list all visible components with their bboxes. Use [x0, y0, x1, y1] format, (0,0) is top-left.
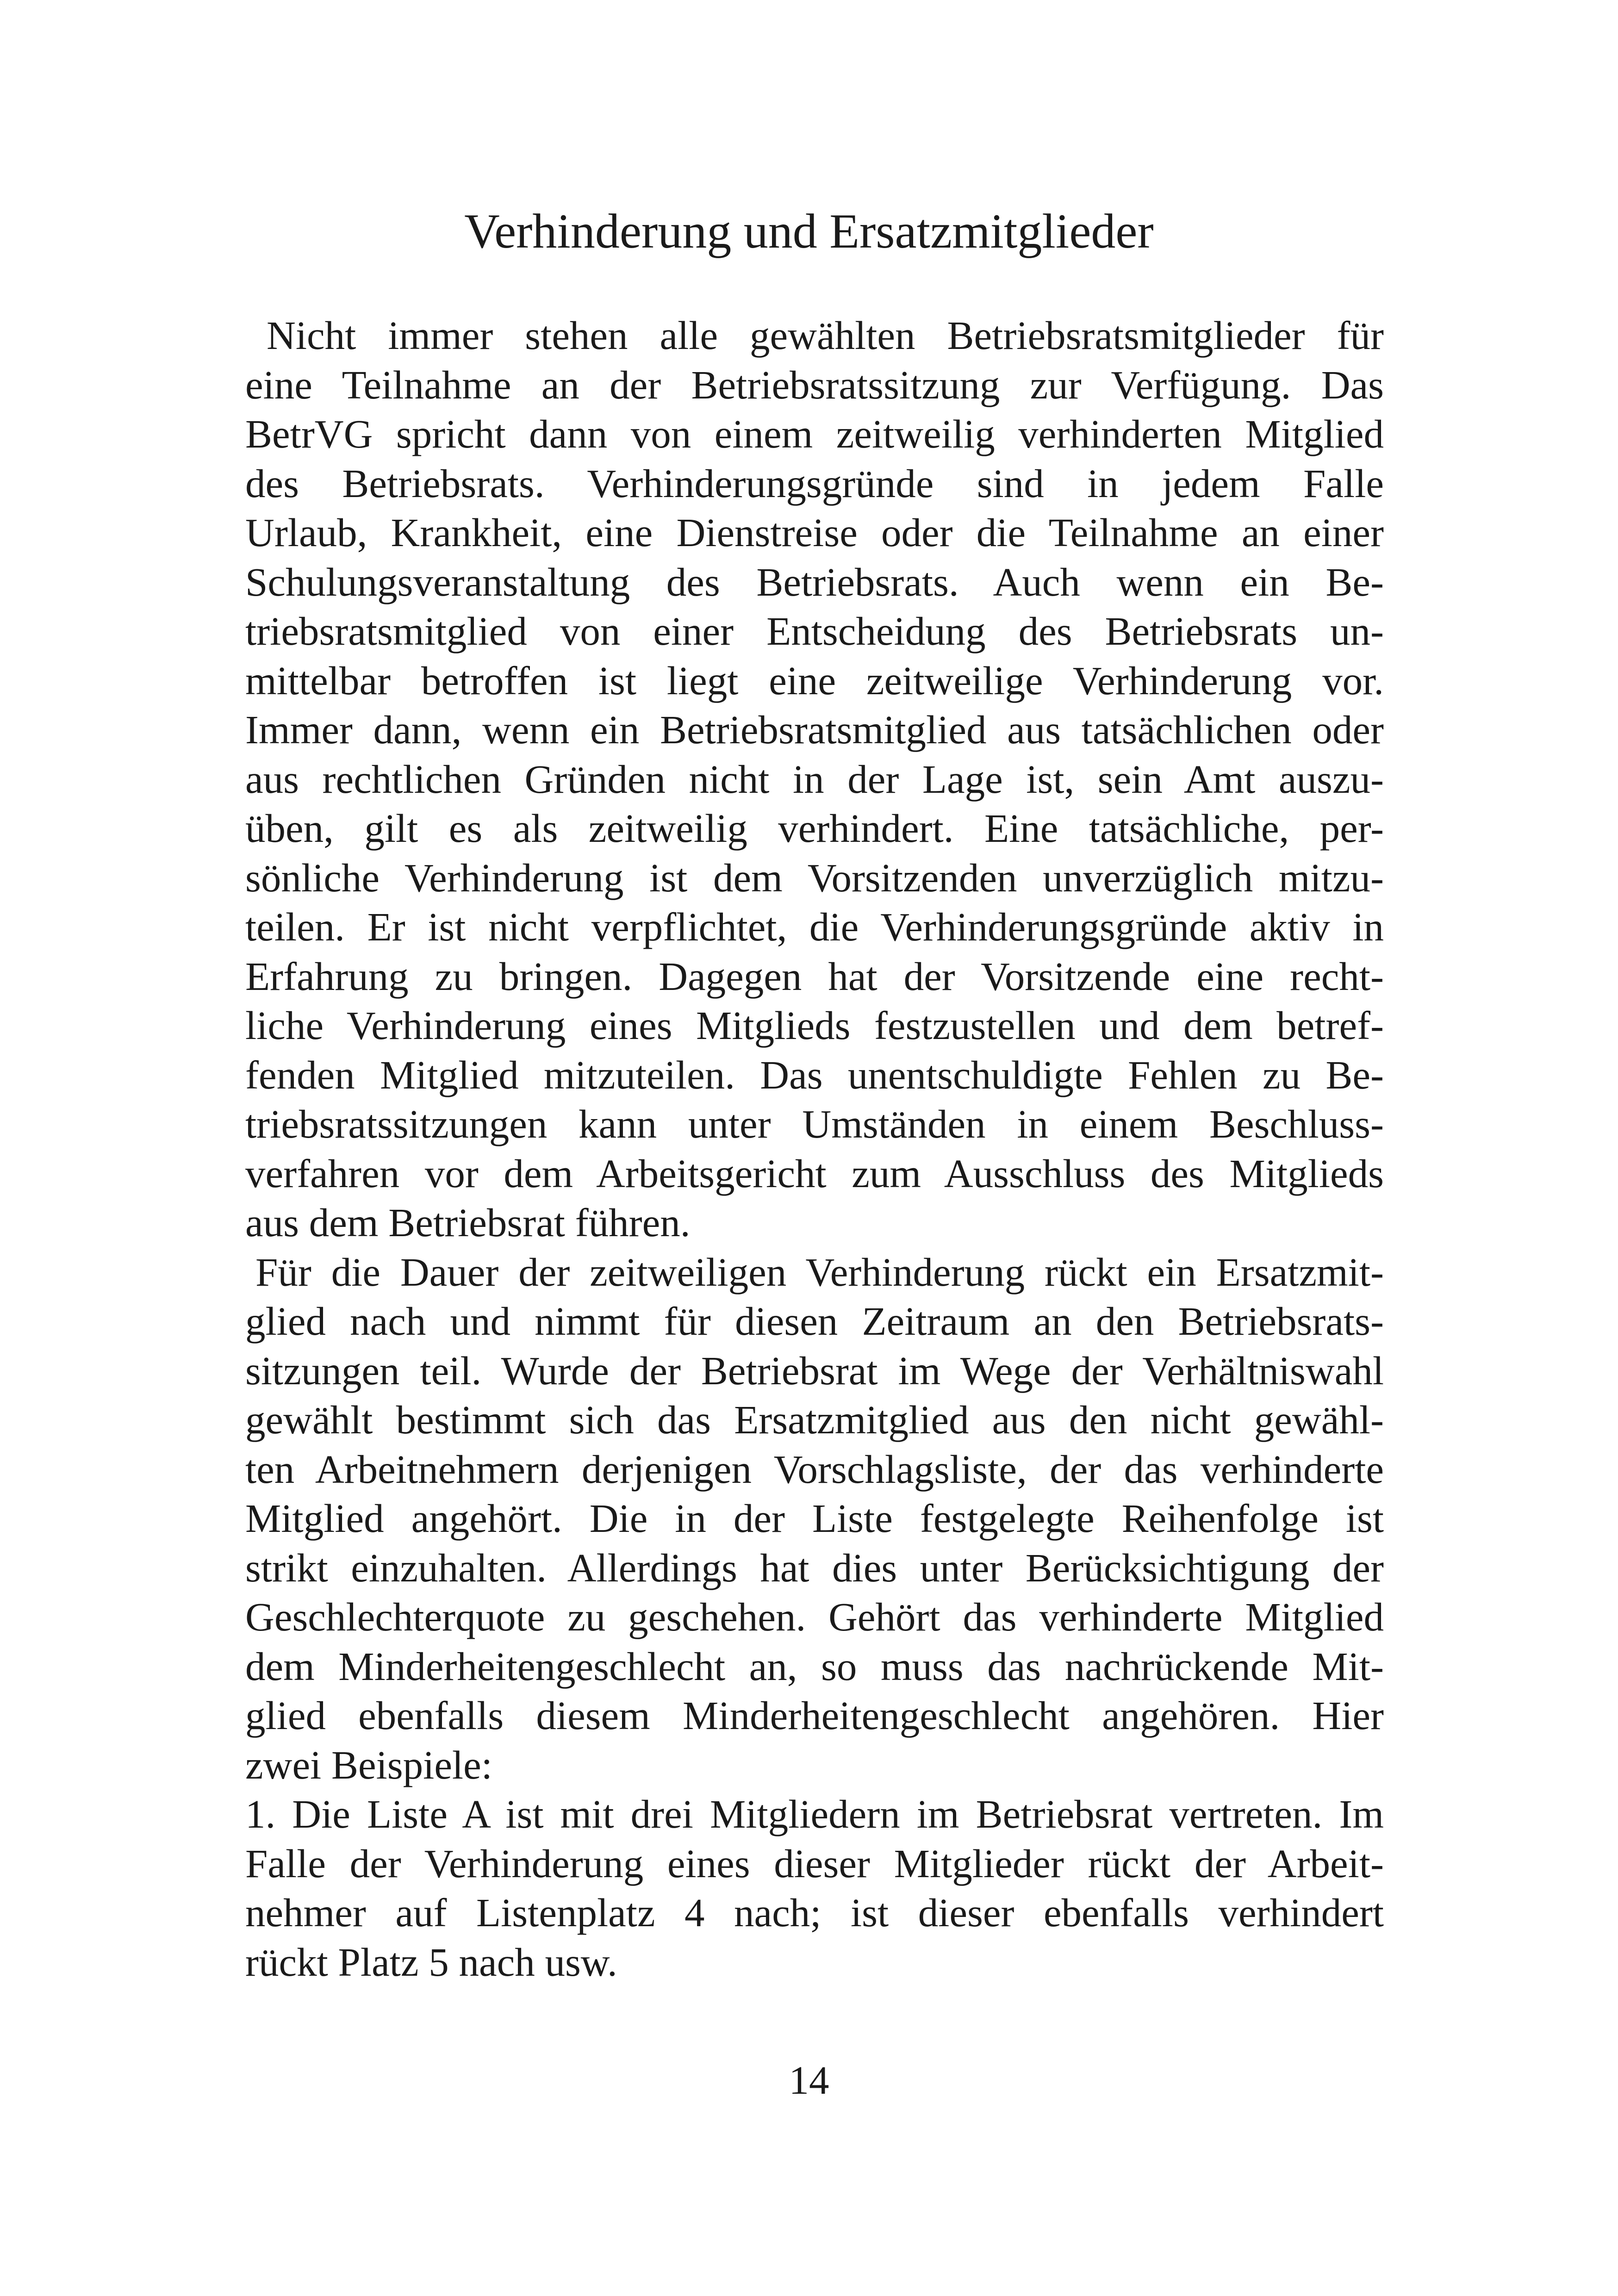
text-line: ten Arbeitnehmern derjenigen Vorschlagsliste, der das verhinderte [245, 1446, 1384, 1492]
text-line: fenden Mitglied mitzuteilen. Das unentschuldigte Fehlen zu Be- [245, 1052, 1384, 1097]
text-line: Geschlechterquote zu geschehen. Gehört das verhinderte Mitglied [245, 1594, 1384, 1639]
text-line: Urlaub, Krankheit, eine Dienstreise oder die Teilnahme an einer [245, 510, 1384, 555]
text-line: 1. Die Liste A ist mit drei Mitgliedern im Betriebsrat vertreten. Im [245, 1792, 1384, 1836]
text-line: Für die Dauer der zeitweiligen Verhinderung rückt ein Ersatzmit- [255, 1249, 1384, 1294]
page-number: 14 [789, 2058, 829, 2103]
paragraph [245, 1248, 1384, 1790]
text-line: strikt einzuhalten. Allerdings hat dies unter Berücksichtigung der [245, 1545, 1384, 1590]
text-line: BetrVG spricht dann von einem zeitweilig verhinderten Mitglied [245, 411, 1384, 456]
text-line: triebsratsmitglied von einer Entscheidung des Betriebsrats un- [245, 609, 1384, 653]
text-line: mittelbar betroffen ist liegt eine zeitweilige Verhinderung vor. [245, 658, 1384, 703]
text-line: dem Minderheitengeschlecht an, so muss das nachrückende Mit- [245, 1643, 1384, 1689]
text-line: Mitglied angehört. Die in der Liste festgelegte Reihenfolge ist [245, 1496, 1384, 1541]
text-line: glied nach und nimmt für diesen Zeitraum an den Betriebsrats- [245, 1299, 1384, 1344]
text-line: aus dem Betriebsrat führen. [245, 1200, 691, 1245]
text-line: zwei Beispiele: [245, 1742, 492, 1787]
text-line: liche Verhinderung eines Mitglieds festzustellen und dem betref- [245, 1003, 1384, 1048]
text-line: eine Teilnahme an der Betriebsratssitzung zur Verfügung. Das [245, 362, 1384, 407]
paragraph [245, 311, 1384, 1248]
text-line: Nicht immer stehen alle gewählten Betriebsratsmitglieder für [267, 313, 1384, 358]
text-line: nehmer auf Listenplatz 4 nach; ist dieser ebenfalls verhindert [245, 1890, 1384, 1935]
text-line: Erfahrung zu bringen. Dagegen hat der Vorsitzende eine recht- [245, 953, 1384, 999]
text-line: triebsratssitzungen kann unter Umständen in einem Beschluss- [245, 1101, 1384, 1146]
body-text [245, 311, 1384, 1987]
text-line: glied ebenfalls diesem Minderheitengeschlecht angehören. Hier [245, 1693, 1384, 1738]
text-line: Schulungsveranstaltung des Betriebsrats. Auch wenn ein Be- [245, 559, 1384, 604]
text-line: Falle der Verhinderung eines dieser Mitglieder rückt der Arbeit- [245, 1841, 1384, 1886]
text-line: des Betriebsrats. Verhinderungsgründe sind in jedem Falle [245, 460, 1384, 506]
text-line: rückt Platz 5 nach usw. [245, 1939, 617, 1985]
page-title: Verhinderung und Ersatzmitglieder [464, 204, 1154, 258]
text-line: sönliche Verhinderung ist dem Vorsitzenden unverzüglich mitzu- [245, 855, 1384, 900]
paragraph [245, 1790, 1384, 1987]
text-line: aus rechtlichen Gründen nicht in der Lage ist, sein Amt auszu- [245, 756, 1384, 802]
text-line: sitzungen teil. Wurde der Betriebsrat im Wege der Verhältniswahl [245, 1348, 1384, 1393]
text-line: Immer dann, wenn ein Betriebsratsmitglied aus tatsächlichen oder [245, 707, 1384, 752]
text-line: teilen. Er ist nicht verpflichtet, die Verhinderungsgründe aktiv in [245, 904, 1384, 949]
text-line: üben, gilt es als zeitweilig verhindert. Eine tatsächliche, per- [245, 806, 1384, 851]
text-line: gewählt bestimmt sich das Ersatzmitglied aus den nicht gewähl- [245, 1397, 1384, 1442]
text-line: verfahren vor dem Arbeitsgericht zum Ausschluss des Mitglieds [245, 1151, 1384, 1196]
